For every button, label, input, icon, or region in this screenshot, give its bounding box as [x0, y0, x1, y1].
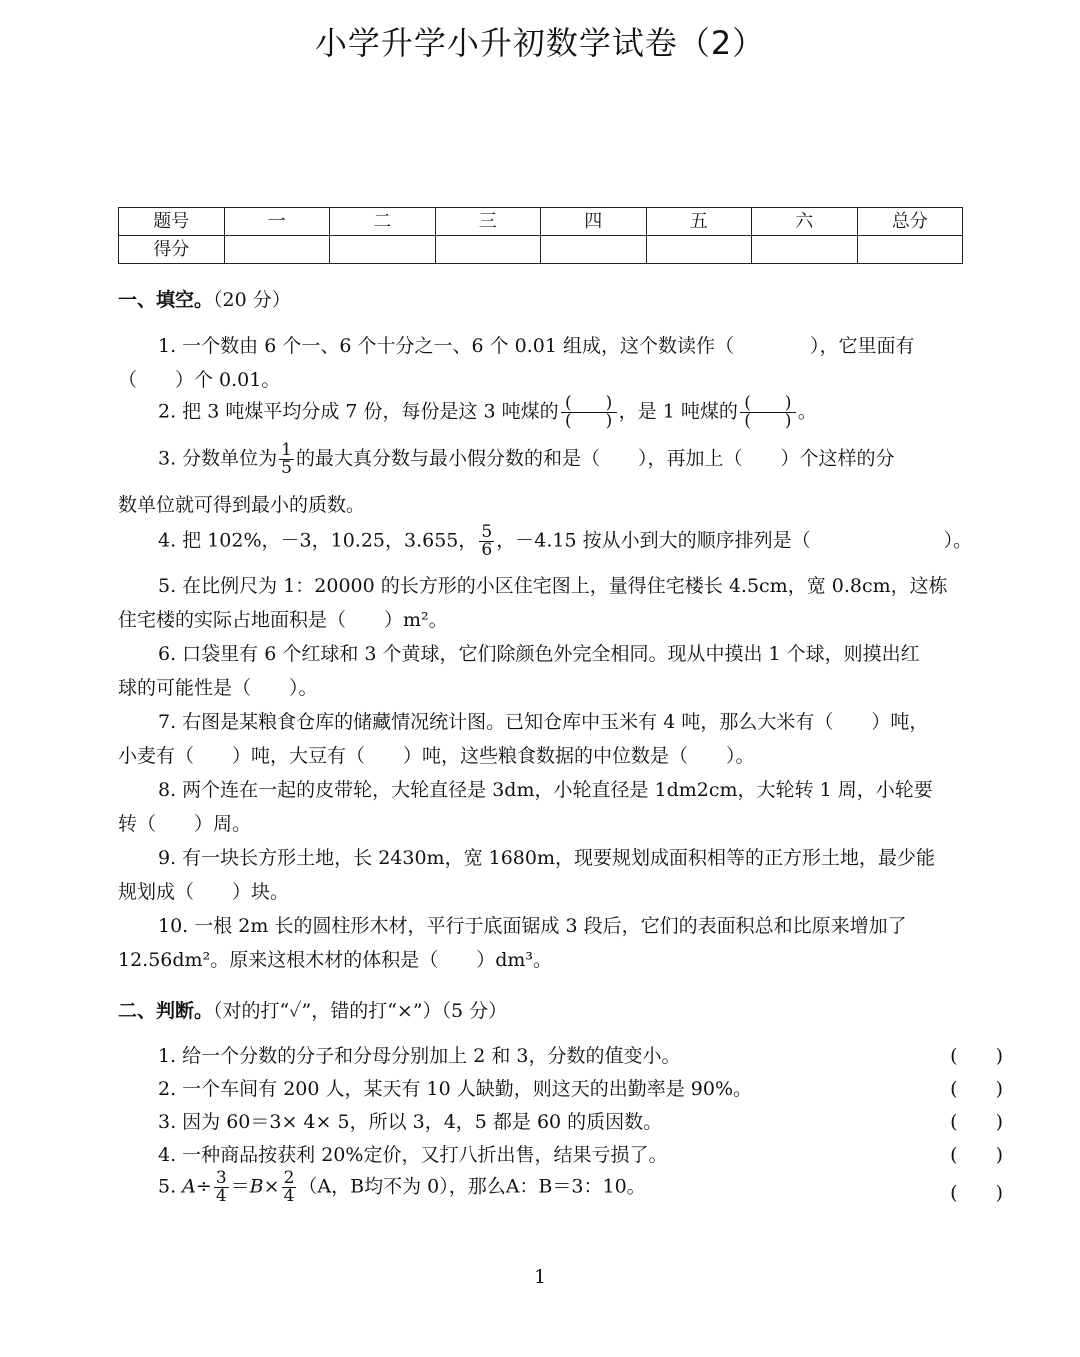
- q6-line2: 球的可能性是（ ）。: [118, 677, 318, 699]
- score-cell[interactable]: [330, 236, 436, 264]
- q6-line1: 6. 口袋里有 6 个红球和 3 个黄球，它们除颜色外完全相同。现从中摸出 1 个球，则摸出红: [158, 643, 920, 665]
- q8-line2: 转（ ）周。: [118, 813, 252, 835]
- q9-line2: 规划成（ ）块。: [118, 881, 290, 903]
- fraction-five-sixths: $\frac{5}{6}$: [481, 522, 493, 560]
- section2-heading: 二、判断。（对的打“✓”，错的打“×”）（5 分）: [118, 1000, 508, 1022]
- answer-paren[interactable]: ( ): [950, 1182, 1003, 1204]
- section1-heading: 一、填空。（20 分）: [118, 289, 291, 311]
- q7-line2: 小麦有（ ）吨，大豆有（ ）吨，这些粮食数据的中位数是（ ）。: [118, 745, 755, 767]
- q3-line1: 3. 分数单位为 $\frac{1}{5}$ 的最大真分数与最小假分数的和是（ ），再加上（ ）个这样的分: [158, 440, 895, 478]
- page-title: 小学升学小升初数学试卷（2）: [314, 24, 766, 62]
- q2-blank-fraction-1[interactable]: $\frac{( )}{( )}$: [561, 395, 617, 430]
- fraction-one-fifth: $\frac{1}{5}$: [281, 440, 292, 478]
- judge-item-1: 1. 给一个分数的分子和分母分别加上 2 和 3，分数的值变小。 ( ): [118, 1041, 1003, 1068]
- q7-line1: 7. 右图是某粮食仓库的储藏情况统计图。已知仓库中玉米有 4 吨，那么大米有（ ）吨，: [158, 711, 929, 733]
- score-header-cell: 五: [646, 208, 752, 236]
- score-row-label: 得分: [119, 236, 225, 264]
- q10-line2: 12.56dm²。原来这根木材的体积是（ ）dm³。: [118, 949, 552, 971]
- score-header-cell: 一: [224, 208, 330, 236]
- score-cell[interactable]: [646, 236, 752, 264]
- fraction-three-quarters: $\frac{3}{4}$: [215, 1168, 227, 1206]
- score-table-header-row: [119, 208, 963, 236]
- answer-paren[interactable]: ( ): [950, 1045, 1003, 1067]
- q10-line1: 10. 一根 2m 长的圆柱形木材，平行于底面锯成 3 段后，它们的表面积总和比原来增加了: [158, 915, 907, 937]
- q1-line2: （ ）个 0.01。: [118, 369, 281, 391]
- page-number: 1: [533, 1266, 547, 1288]
- judge-item-4: 4. 一种商品按获利 20%定价，又打八折出售，结果亏损了。 ( ): [118, 1140, 1003, 1167]
- score-header-cell: 三: [435, 208, 541, 236]
- score-table-score-row: [119, 236, 963, 264]
- score-header-cell: 总分: [857, 208, 963, 236]
- q2-line: 2. 把 3 吨煤平均分成 7 份，每份是这 3 吨煤的 $\frac{( )}{( )}$ ，是 1 吨煤的 $\frac{( )}{( )}$ 。: [158, 393, 817, 431]
- answer-paren[interactable]: ( ): [950, 1144, 1003, 1166]
- q4-line: 4. 把 102%，－3，10.25，3.655， $\frac{5}{6}$ ，－4.15 按从小到大的顺序排列是（ ）。: [158, 522, 973, 560]
- q1-line1: 1. 一个数由 6 个一、6 个十分之一、6 个 0.01 组成，这个数读作（ ），它里面有: [158, 335, 915, 357]
- score-header-cell: 二: [330, 208, 436, 236]
- q5-line1: 5. 在比例尺为 1：20000 的长方形的小区住宅图上，量得住宅楼长 4.5cm，宽 0.8cm，这栋: [158, 575, 948, 597]
- q8-line1: 8. 两个连在一起的皮带轮，大轮直径是 3dm，小轮直径是 1dm2cm，大轮转 1 周，小轮要: [158, 779, 933, 801]
- fraction-two-quarters: $\frac{2}{4}$: [283, 1168, 295, 1206]
- judge-item-3: 3. 因为 60＝3× 4× 5，所以 3，4，5 都是 60 的质因数。 ( ): [118, 1107, 1003, 1134]
- judge-item-5: 5. A÷ $\frac{3}{4}$ ＝B× $\frac{2}{4}$ （A，B均不为 0），那么A：B＝3：10。 ( ): [158, 1168, 1003, 1206]
- q5-line2: 住宅楼的实际占地面积是（ ）m²。: [118, 609, 448, 631]
- score-cell[interactable]: [541, 236, 647, 264]
- answer-paren[interactable]: ( ): [950, 1078, 1003, 1100]
- q3-line2: 数单位就可得到最小的质数。: [118, 494, 366, 516]
- q9-line1: 9. 有一块长方形土地，长 2430m，宽 1680m，现要规划成面积相等的正方形土地，最少能: [158, 847, 935, 869]
- judge-item-2: 2. 一个车间有 200 人，某天有 10 人缺勤，则这天的出勤率是 90%。 ( ): [118, 1074, 1003, 1101]
- score-header-cell: 六: [752, 208, 858, 236]
- q2-blank-fraction-2[interactable]: $\frac{( )}{( )}$: [740, 395, 796, 430]
- score-cell[interactable]: [224, 236, 330, 264]
- score-header-cell: 题号: [119, 208, 225, 236]
- score-cell[interactable]: [752, 236, 858, 264]
- score-table: [118, 207, 963, 264]
- answer-paren[interactable]: ( ): [950, 1111, 1003, 1133]
- score-cell[interactable]: [857, 236, 963, 264]
- score-cell[interactable]: [435, 236, 541, 264]
- score-header-cell: 四: [541, 208, 647, 236]
